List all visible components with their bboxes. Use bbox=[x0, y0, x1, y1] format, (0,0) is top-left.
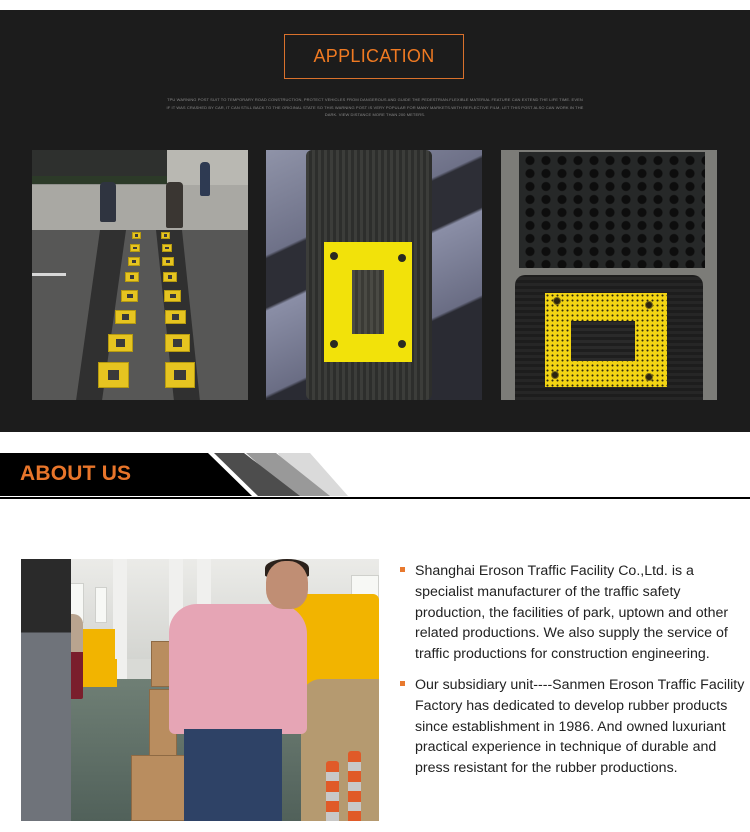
application-description: TPU WARNING POST SUIT TO TEMPORARY ROAD CONSTRUCTION, PROTECT VEHICLES FROM DANGEROUS AND GUIDE THE PEDESTRIAN.FLEXIBLE MATERIAL FEATURE CAN EXTEND THE LIFE TIME. EVEN IF IT WAS CRASHED BY CAR, IT CAN STILL BACK TO THE ORIGINAL STATE SO THIS WARNING POST IS VERY POPULAR FOR MANY MARKETS.WITH REFLECTIVE FILM, LET THIS POST ALSO CAN WORK IN THE DARK. VIEW DISTANCE MORE THAN 200 METERS. bbox=[166, 97, 584, 117]
about-us-banner bbox=[0, 453, 750, 496]
application-photo-road-bumps bbox=[32, 150, 248, 400]
about-us-title: ABOUT US bbox=[20, 462, 132, 485]
about-divider bbox=[0, 497, 750, 499]
application-title: APPLICATION bbox=[313, 46, 435, 66]
about-paragraph-1-text: Shanghai Eroson Traffic Facility Co.,Ltd. is a specialist manufacturer of the traffic safety production, the facilities of park, uptown and other related productions. We also supply the service of traffic productions for construction engineering. bbox=[415, 563, 729, 663]
application-photo-bump-parts bbox=[501, 150, 717, 400]
application-title-box bbox=[284, 34, 464, 79]
application-section bbox=[0, 10, 750, 432]
about-paragraph-2-text: Our subsidiary unit----Sanmen Eroson Traffic Facility Factory has dedicated to develop rubber products since establishment in 1986. And owned luxuriant practical experience in technique of durable and press resistant for the rubber productions. bbox=[415, 676, 745, 777]
about-paragraph-2 bbox=[400, 675, 745, 779]
bullet-square-icon bbox=[400, 681, 405, 686]
about-paragraph-1 bbox=[400, 561, 745, 665]
application-photo-bump-closeup bbox=[266, 150, 482, 400]
about-text-list bbox=[400, 561, 745, 789]
bullet-square-icon bbox=[400, 567, 405, 572]
about-photo-factory bbox=[21, 559, 379, 821]
